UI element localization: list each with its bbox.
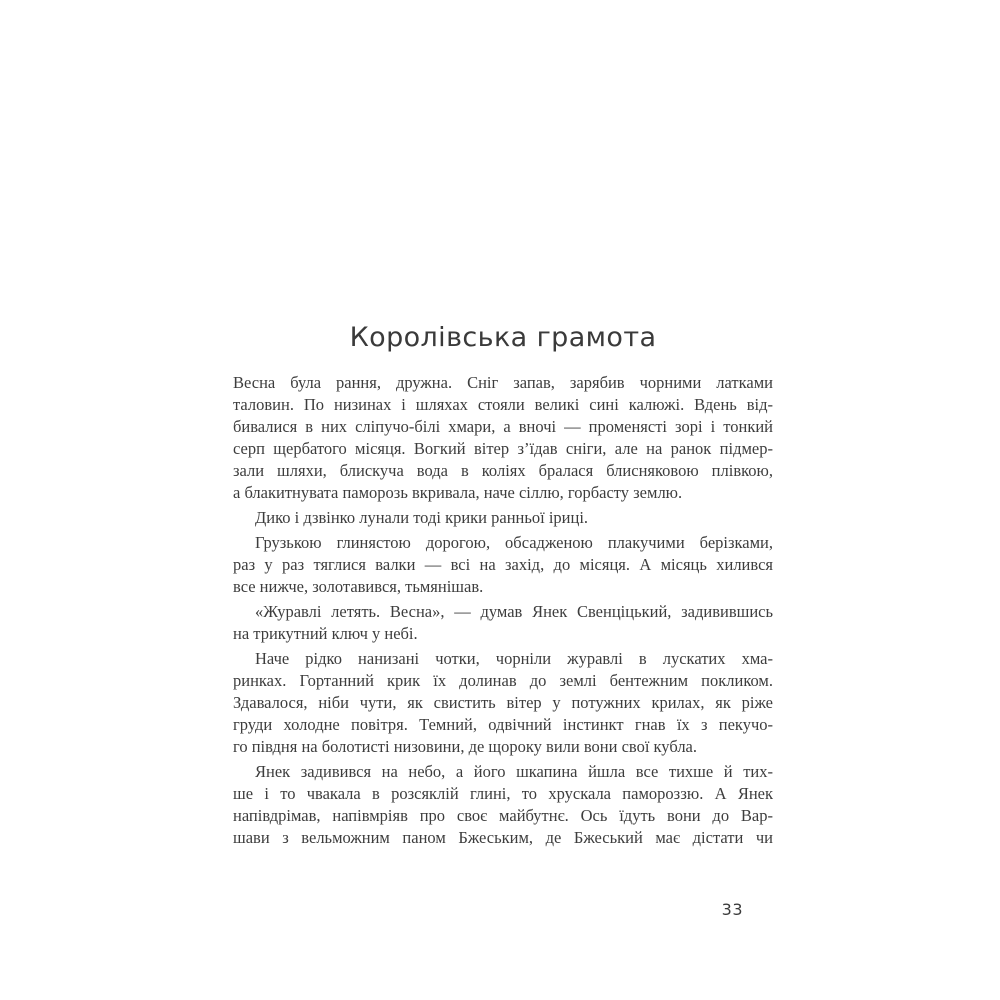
text-line: Наче рідко нанизані чотки, чорніли журавлі в лускатих хма- (255, 649, 773, 668)
paragraph (233, 761, 773, 849)
text-line: «Журавлі летять. Весна», — думав Янек Свенціцький, задивившись (255, 602, 773, 621)
text-line: го півдня на болотисті низовини, де щороку вили вони свої кубла. (233, 737, 698, 756)
text-line: Здавалося, ніби чути, як свистить вітер у потужних крилах, як ріже (233, 693, 773, 712)
text-line: груди холодне повітря. Темний, одвічний інстинкт гнав їх з пекучо- (233, 715, 773, 734)
paragraph (233, 601, 773, 645)
text-line: Янек задивився на небо, а його шкапина йшла все тихше й тих- (255, 762, 773, 781)
text-line: Весна була рання, дружна. Сніг запав, зарябив чорними латками (233, 373, 773, 392)
page-number: 33 (721, 900, 743, 919)
text-line: серп щербатого місяця. Вогкий вітер з’їдав сніги, але на ранок підмер- (233, 439, 773, 458)
paragraph (233, 507, 773, 529)
text-line: зали шляхи, блискуча вода в коліях бралася блисняковою плівкою, (233, 461, 773, 480)
text-line: на трикутний ключ у небі. (233, 624, 418, 643)
body-text (233, 372, 773, 849)
text-line: все нижче, золотавився, тьмянішав. (233, 577, 484, 596)
text-line: ше і то чвакала в розсяклій глині, то хрускала памороззю. А Янек (233, 784, 773, 803)
text-line: напівдрімав, напівмріяв про своє майбутнє. Ось їдуть вони до Вар- (233, 806, 773, 825)
paragraph (233, 648, 773, 758)
text-line: шави з вельможним паном Бжеським, де Бжеський має дістати чи (233, 828, 773, 847)
paragraph (233, 372, 773, 504)
text-line: Дико і дзвінко лунали тоді крики ранньої іриці. (255, 508, 589, 527)
text-line: бивалися в них сліпучо-білі хмари, а вночі — променясті зорі і тонкий (233, 417, 773, 436)
paragraph (233, 532, 773, 598)
text-line: ринках. Гортанний крик їх долинав до землі бентежним покликом. (233, 671, 773, 690)
text-line: Грузькою глинястою дорогою, обсадженою плакучими берізками, (255, 533, 773, 552)
text-line: раз у раз тяглися валки — всі на захід, до місяця. А місяць хилився (233, 555, 773, 574)
text-line: а блакитнувата паморозь вкривала, наче сіллю, горбасту землю. (233, 483, 683, 502)
chapter-title: Королівська грамота (349, 322, 657, 353)
text-line: таловин. По низинах і шляхах стояли великі сині калюжі. Вдень від- (233, 395, 773, 414)
